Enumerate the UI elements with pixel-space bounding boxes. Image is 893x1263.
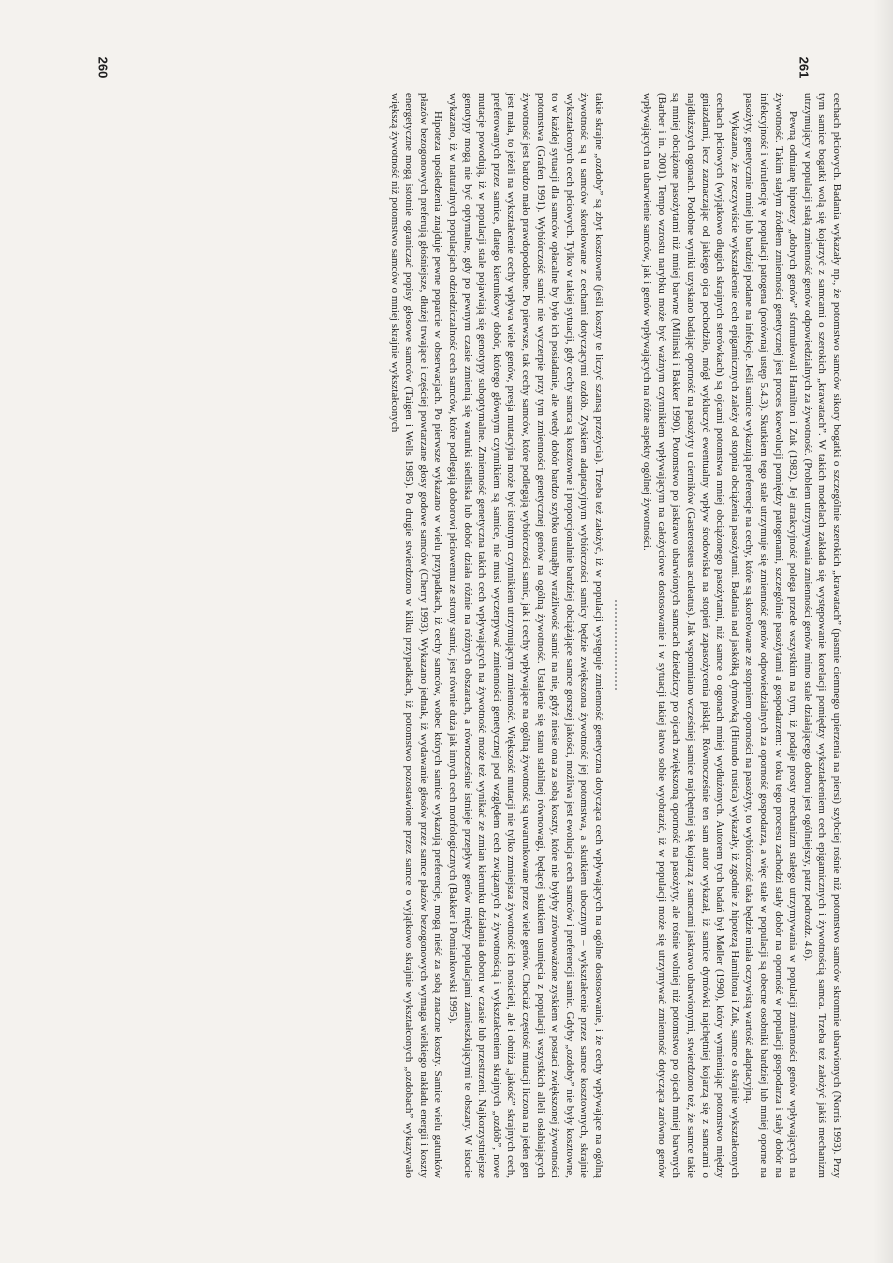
page-number-261: 261 [796, 56, 812, 79]
page-number-260: 260 [95, 56, 111, 79]
gutter-dots [615, 600, 621, 690]
page-261-paragraph-3: Wykazano, że rzeczywiście wykształcenie cech epigamicznych zależy od stopnia obciążenia pasożytami. Badania nad jaskółką dymówką (Hirundo rustica) wykazały, iż zgodnie z hipotezą Hamiltona i Zuk, samce o skrajnie wykształconych cechach płciowych (wyjątkowo długich skrajnych sterówkach) są ojcami potomstwa mniej obciążonego pasożytami, niż samce o ogonach mniej wydłużonych. Autorem tych badań był Møller (1990), który wymieniając potomstwo między gniazdami, lecz zaznaczając od jakiego ojca pochodziło, mógł wykluczyć ewentualny wpływ środowiska na stopień zapasożycenia piskląt. Równocześnie ten sam autor wykazał, iż samice dymówki najchętniej kojarzą się z samcami o najdłuższych ogonach. Podobne wyniki uzyskano badając oporność na pasożyty u cierników (Gasterosteus aculeatus). Jak wspomniano wcześniej samice najchętniej się kojarzą z samcami jaskrawo ubarwionymi, stwierdzono też, że samce takie są mniej obciążone pasożytami niż mniej barwne (Milinski i Bakker 1990). Potomstwo po jaskrawo ubarwionych samcach dziedziczy po ojcach zwiększoną oporność na pasożyty, ale rośnie wolniej niż potomstwo po ojcach mniej barwnych (Barber i in. 2001). Tempo wzrostu narybku może być ważnym czynnikiem wpływającym na całożyciowe dostosowanie i w sytuacji takiej łatwo sobie wyobrazić, iż w populacji może się utrzymywać zmienność dotycząca zarówno genów wpływających na ubarwienie samców, jak i genów wpływających na różne aspekty ogólnej żywotności. [641, 93, 741, 1178]
page-261-text [130, 93, 844, 1178]
page-261-paragraph-1: cechach płciowych. Badania wykazały np., że potomstwo samców sikory bogatki o szczególnie szerokich „krawatach” (pasmie ciemnego upierzenia na piersi) szybciej rośnie niż potomstwo samców skromnie ubarwionych (Norris 1993). Przy tym samice bogatki wolą się kojarzyć z samcami o szerokich „krawatach”. W takich modelach zakłada się występowanie korelacji pomiędzy wykształceniem cech epigamicznych i żywotnością samca. Trzeba też założyć jakiś mechanizm utrzymujący w populacji stałą zmienność genów odpowiedzialnych za żywotność. (Problem utrzymywania zmienności genów mimo stale działającego doboru jest ogólniejszy, patrz podrozdz. 4.6). [801, 93, 843, 1178]
page-261-paragraph-2: Pewną odmianę hipotezy „dobrych genów” sformułowali Hamilton i Zuk (1982). Jej atrakcyjność polega przede wszystkim na tym, iż podaje prosty mechanizm stałego utrzymywania w populacji zmienności genów wpływających na żywotność. Takim stałym źródłem zmienności genetycznej jest proces koewolucji pomiędzy patogenami, szczególnie pasożytami a gospodarzem: w toku tego procesu zachodzi stały dobór na oporność w populacji gospodarza i stały dobór na infekcyjność i wirulencję w populacji patogena (porównaj ustęp 5.4.3). Skutkiem tego stale utrzymuje się zmienność genów odpowiedzialnych za oporność gospodarza, a więc stale w populacji są obecne osobniki bardziej lub mniej oporne na pasożyty, genetycznie mniej lub bardziej podane na infekcje. Jeśli samice wykazują preferencje na cechy, które są skorelowane ze stopniem oporności na pasożyty, to wybiórczość taka będzie miała oczywistą wartość adaptacyjną. [743, 93, 800, 1178]
page-260-paragraph-1: takie skrajne „ozdoby” są zbyt kosztowne (jeśli koszty te liczyć szansą przeżycia). Trzeba też założyć, iż w populacji występuje zmienność genetyczna dotycząca cech wpływających na ogólne dostosowanie, i że cechy wpływające na ogólną żywotność są u samców skorelowane z cechami dotyczącymi ozdób. Zyskiem adaptacyjnym wybiórczości samicy będzie zwiększona żywotność jej potomstwa, a skutkiem ubocznym – wykształcenie przez samce kosztownych, skrajnie wykształconych cech płciowych. Tylko w takiej sytuacji, gdy cechy samca są kosztowne i proporcjonalnie bardziej obciążające samce gorszej jakości, możliwa jest ewolucja cech samców i preferencji samic. Gdyby „ozdoby” nie były kosztowne, to w każdej sytuacji dla samców opłacalne by było ich posiadanie, ale wtedy dobór bardzo szybko usunąłby wrażliwość samic na nie, gdyż niesie ona za sobą koszty, które nie byłyby zrównoważone zyskiem w postaci zwiększonej żywotności potomstwa (Grafen 1991). Wybiórczość samic nie wyczerpie przy tym zmienności genetycznej genów na ogólną żywotność. Ustalenie się stanu stabilnej równowagi, będącej skutkiem usunięcia z populacji wszystkich alleli osłabiających żywotność jest bardzo mało prawdopodobne. Po pierwsze, tak cechy samców, które podlegają wybiórczości samic, jak i cechy wpływające na ogólną żywotność są uwarunkowane przez wiele genów. Chociaż częstość mutacji liczona na jeden gen jest mała, to jeżeli na wykształcenie cechy wpływa wiele genów, presja mutacyjna może być istotnym czynnikiem utrzymującym zmienność. Większość mutacji nie tylko zmniejsza żywotność ich nosicieli, ale i obniża „jakość” skrajnych cech, preferowanych przez samice, dlatego kierunkowy dobór, którego głównym czynnikiem są samice, nie musi wyczerpywać zmienności genetycznej pod względem cech związanych z żywotnością i wykształceniem skrajnych „ozdób”, nowe mutacje powodują, iż w populacji stale pojawiają się genotypy suboptymalne. Zmienność genetyczna takich cech wpływających na żywotność może też wynikać ze zmian kierunku działania doboru w czasie lub przestrzeni. Najkorzystniejsze genotypy mogą nie być optymalne, gdy po pewnym czasie zmienią się warunki siedliska lub dobór działa różnie na różnych obszarach, a równocześnie istnieje przepływ genów między populacjami zamieszkującymi te obszary. W istocie wykazano, iż w naturalnych populacjach odziedziczalność cech samców, które podlegają doborowi płciowemu ze strony samic, jest równie duża jak innych cech morfologicznych (Bakker i Pomiankowski 1995). [447, 93, 605, 1178]
page-260-paragraph-2: Hipoteza upośledzenia znajduje pewne poparcie w obserwacjach. Po pierwsze wykazano w wielu przypadkach, iż cechy samców, wobec których samice wykazują preferencje, mogą nieść za sobą znaczne koszty. Samice wielu gatunków płazów bezogonowych preferują głośniejsze, dłużej trwające i częściej powtarzane głosy godowe samców (Cherry 1993). Wykazano jednak, iż wydawanie głosów przez samce płazów bezogonowych wymaga wielkiego nakładu energii i koszty energetyczne mogą istotnie ograniczać popisy głosowe samców (Taigen i Wells 1985). Po drugie stwierdzono w kilku przypadkach, iż potomstwo pozostawione przez samce o wyjątkowo skrajnie wykształconych „ozdobach” wykazywało większą żywotność niż potomstwo samców o mniej skrajnie wykształconych [388, 93, 445, 1178]
scan-edge-shadow [873, 0, 893, 1263]
